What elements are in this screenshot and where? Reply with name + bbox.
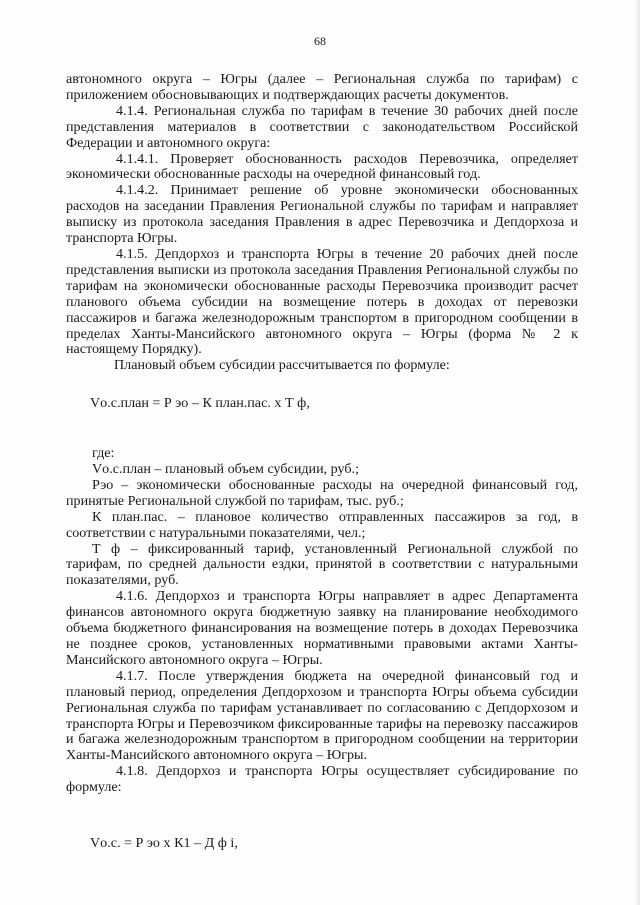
- definition-item: К план.пас. – плановое количество отправленных пассажиров за год, в соответствии с натуральными показателями, чел.;: [66, 508, 578, 541]
- document-body: [66, 72, 578, 852]
- paragraph-4-1-5: 4.1.5. Депдорхоз и транспорта Югры в течение 20 рабочих дней после представления выписки из протокола заседания Правления Региональной службы по тарифам на экономически обоснованные расходы Перевозчика производит расчет планового объема субсидии на возмещение потерь в доходах от перевозки пассажиров и багажа железнодорожным транспортом в пригородном сообщении в пределах Ханты-Мансийского автономного округа – Югры (форма № 2 к настоящему Порядку).: [66, 245, 578, 358]
- definition-item: Рэо – экономически обоснованные расходы на очередной финансовый год, принятые Региональной службой по тарифам, тыс. руб.;: [66, 476, 578, 509]
- paragraph-4-1-4-2: 4.1.4.2. Принимает решение об уровне экономически обоснованных расходов на заседании Правления Региональной службы по тарифам и направляет выписку из протокола заседания Правления в адрес Перевозчика и Депдорхоза и транспорта Югры.: [66, 182, 578, 247]
- spacer: [66, 796, 578, 836]
- paragraph-4-1-6: 4.1.6. Депдорхоз и транспорта Югры направляет в адрес Департамента финансов автономного округа бюджетную заявку на планирование необходимого объема бюджетного финансирования на возмещение потерь в доходах Перевозчика не позднее сроков, установленных нормативными правовыми актами Ханты-Мансийского автономного округа – Югры.: [66, 588, 578, 668]
- paragraph: автономного округа – Югры (далее – Региональная служба по тарифам) с приложением обосновывающих и подтверждающих расчеты документов.: [66, 71, 578, 103]
- paragraph-4-1-7: 4.1.7. После утверждения бюджета на очередной финансовый год и плановый период, определения Депдорхозом и транспорта Югры объема субсидии Региональная служба по тарифам устанавливает по согласованию с Депдорхозом и транспорта Югры и Перевозчиком фиксированные тарифы на перевозку пассажиров и багажа железнодорожным транспортом в пригородном сообщении на территории Ханты-Мансийского автономного округа – Югры.: [66, 667, 578, 764]
- formula-planned-subsidy: Vо.с.план = Р эо – К план.пас. х Т ф,: [90, 395, 310, 412]
- spacer: [66, 412, 578, 446]
- formula-intro: Плановый объем субсидии рассчитывается по формуле:: [114, 357, 450, 374]
- page-edge-shadow: [634, 0, 640, 905]
- paragraph-4-1-4-1: 4.1.4.1. Проверяет обоснованность расходов Перевозчика, определяет экономически обоснованные расходы на очередной финансовый год.: [66, 150, 578, 183]
- paragraph-4-1-8: 4.1.8. Депдорхоз и транспорта Югры осуществляет субсидирование по формуле:: [66, 763, 578, 796]
- definition-item: Vо.с.план – плановый объем субсидии, руб.;: [92, 461, 359, 478]
- page-number: 68: [314, 34, 326, 48]
- spacer: [66, 374, 578, 396]
- paragraph-4-1-4: 4.1.4. Региональная служба по тарифам в течение 30 рабочих дней после представления материалов в соответствии с законодательством Российской Федерации и автономного округа:: [66, 102, 578, 151]
- definition-item: Т ф – фиксированный тариф, установленный Региональной службой по тарифам, по средней дальности ездки, принятой в соответствии с натуральными показателями, руб.: [66, 540, 578, 589]
- formula-subsidy: Vо.с. = Р эо х К1 – Д ф i,: [90, 835, 238, 852]
- where-label: где:: [92, 445, 115, 462]
